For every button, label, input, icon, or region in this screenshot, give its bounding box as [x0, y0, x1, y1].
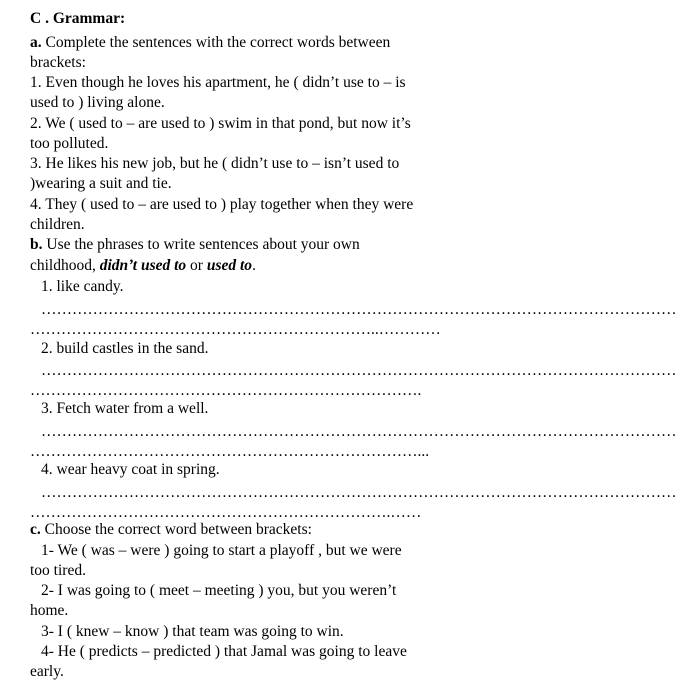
- section-a-item-1-line-2: used to ) living alone.: [30, 94, 165, 111]
- section-a-item-3-line-2: )wearing a suit and tie.: [30, 175, 172, 192]
- section-a-item-4-line-1: 4. They ( used to – are used to ) play together when they were: [30, 196, 414, 213]
- answer-line-3b[interactable]: …………………………………………………………………...: [30, 443, 430, 460]
- answer-line-2b[interactable]: ………………………………………………………………….: [30, 382, 422, 399]
- instruction-or: or: [186, 257, 207, 274]
- section-a-letter: a.: [30, 34, 42, 51]
- section-a-item-2-line-1: 2. We ( used to – are used to ) swim in that pond, but now it’s: [30, 115, 411, 132]
- section-a-instruction-line-1: Complete the sentences with the correct words between: [45, 34, 391, 51]
- answer-line-4b[interactable]: …………………………………………………………….……: [30, 504, 422, 521]
- answer-line-1a[interactable]: ……………………………………………………………………………………………………………: [41, 301, 677, 318]
- section-heading: C . Grammar:: [30, 10, 126, 27]
- answer-line-4a[interactable]: ……………………………………………………………………………………………………………: [41, 484, 677, 501]
- section-b-item-3-label: 3. Fetch water from a well.: [41, 400, 209, 417]
- section-c-item-4-line-1: 4- He ( predicts – predicted ) that Jamal was going to leave: [41, 643, 407, 660]
- section-c-item-2-line-1: 2- I was going to ( meet – meeting ) you, but you weren’t: [41, 582, 397, 599]
- instruction-period: .: [252, 257, 256, 274]
- section-a-item-3-line-1: 3. He likes his new job, but he ( didn’t use to – isn’t used to: [30, 155, 400, 172]
- section-c-letter: c.: [30, 521, 41, 538]
- answer-line-2a[interactable]: ……………………………………………………………………………………………………………: [41, 362, 677, 379]
- section-b-instruction: [30, 235, 360, 255]
- instruction-prefix: childhood,: [30, 257, 100, 274]
- section-c-item-3-line-1: 3- I ( knew – know ) that team was going to win.: [41, 623, 344, 640]
- section-a-item-4-line-2: children.: [30, 216, 85, 233]
- section-a-item-1-line-1: 1. Even though he loves his apartment, he ( didn’t use to – is: [30, 74, 406, 91]
- answer-line-3a[interactable]: ……………………………………………………………………………………………………………: [41, 423, 677, 440]
- section-a-instruction-line-2: brackets:: [30, 54, 86, 71]
- emphasis-used-to: used to: [206, 257, 253, 274]
- section-c-item-1-line-1: 1- We ( was – were ) going to start a playoff , but we were: [41, 542, 402, 559]
- section-b-instruction-line-1: Use the phrases to write sentences about your own: [46, 236, 360, 253]
- section-c-instruction-text: Choose the correct word between brackets:: [44, 521, 312, 538]
- section-a-instruction: [30, 33, 390, 53]
- section-b-item-4-label: 4. wear heavy coat in spring.: [41, 461, 220, 478]
- section-c-item-2-line-2: home.: [30, 602, 69, 619]
- section-b-instruction-line-2: [30, 256, 256, 276]
- section-b-item-2-label: 2. build castles in the sand.: [41, 340, 209, 357]
- emphasis-didnt-used-to: didn’t used to: [99, 257, 187, 274]
- section-a-item-2-line-2: too polluted.: [30, 135, 109, 152]
- answer-line-1b[interactable]: …………………………………………………………..…………: [30, 321, 441, 338]
- section-c-instruction: [30, 520, 312, 540]
- section-b-letter: b.: [30, 236, 43, 253]
- section-c-item-4-line-2: early.: [30, 663, 64, 680]
- section-c-item-1-line-2: too tired.: [30, 562, 86, 579]
- section-b-item-1-label: 1. like candy.: [41, 278, 124, 295]
